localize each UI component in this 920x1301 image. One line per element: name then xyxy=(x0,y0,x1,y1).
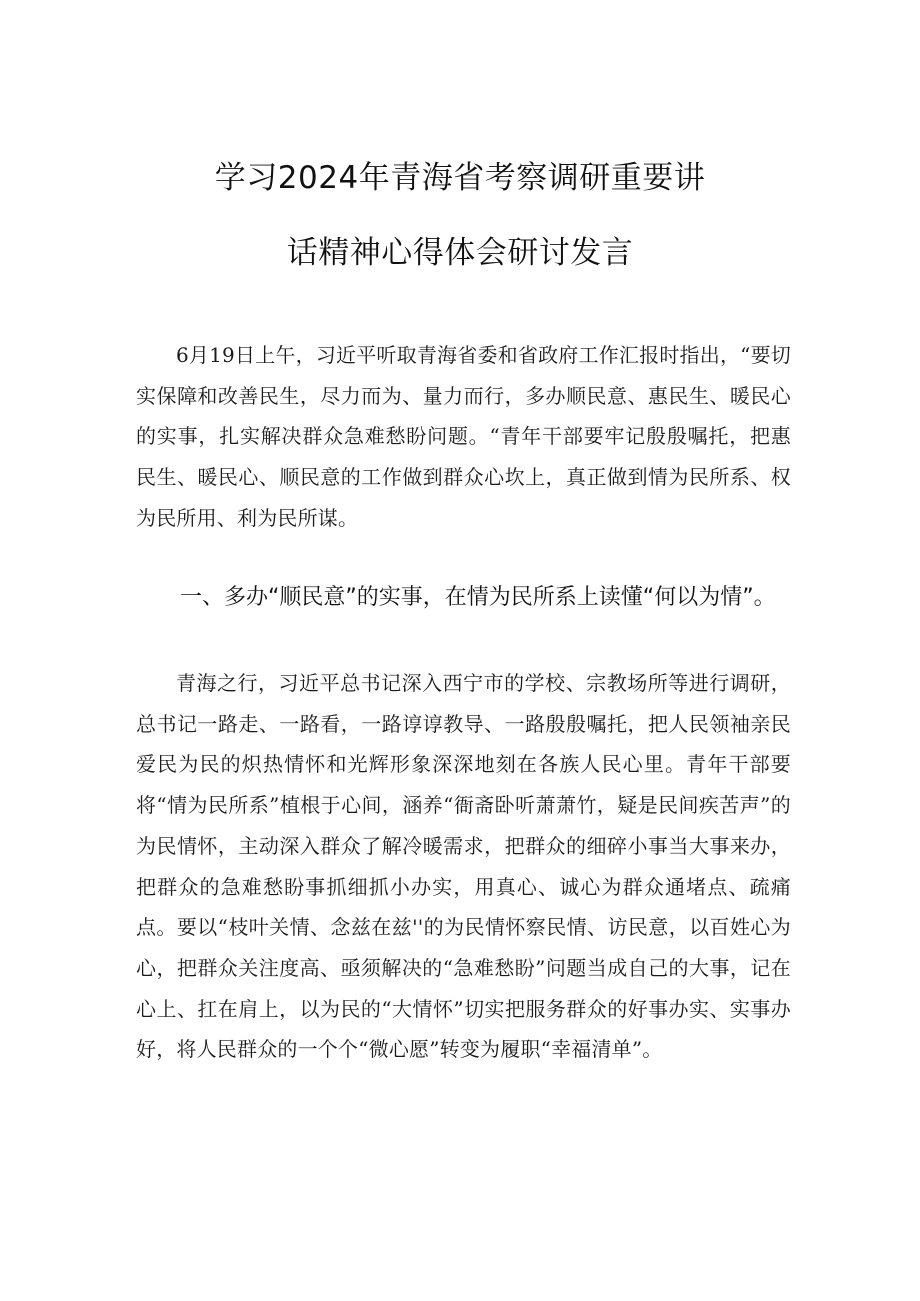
document-title-line-1: 学习2024年青海省考察调研重要讲 xyxy=(214,160,706,196)
document-title-line-2: 话精神心得体会研讨发言 xyxy=(286,235,634,271)
paragraph-section-1: 青海之行，习近平总书记深入西宁市的学校、宗教场所等进行调研，总书记一路走、一路看，一路谆谆教导、一路殷殷嘱托，把人民领袖亲民爱民为民的炽热情怀和光辉形象深深地刻在各族人民心里。青年干部要将“情为民所系”植根于心间，涵养“衙斋卧听萧萧竹，疑是民间疾苦声”的为民情怀，主动深入群众了解冷暖需求，把群众的细碎小事当大事来办，把群众的急难愁盼事抓细抓小办实，用真心、诚心为群众通堵点、疏痛点。要以“枝叶关情、念兹在兹''的为民情怀察民情、访民意，以百姓心为心，把群众关注度高、亟须解决的“急难愁盼”问题当成自己的大事，记在心上、扛在肩上，以为民的“大情怀”切实把服务群众的好事办实、实事办好，将人民群众的一个个“微心愿”转变为履职“幸福清单”。 xyxy=(136,671,791,1062)
section-heading-1: 一、多办“顺民意”的实事，在情为民所系上读懂“何以为情”。 xyxy=(180,585,776,610)
paragraph-intro: 6月19日上午，习近平听取青海省委和省政府工作汇报时指出，“要切实保障和改善民生，尽力而为、量力而行，多办顺民意、惠民生、暖民心的实事，扎实解决群众急难愁盼问题。“青年干部要牢记殷殷嘱托，把惠民生、暖民心、顺民意的工作做到群众心坎上，真正做到情为民所系、权为民所用、利为民所谋。 xyxy=(136,343,791,530)
